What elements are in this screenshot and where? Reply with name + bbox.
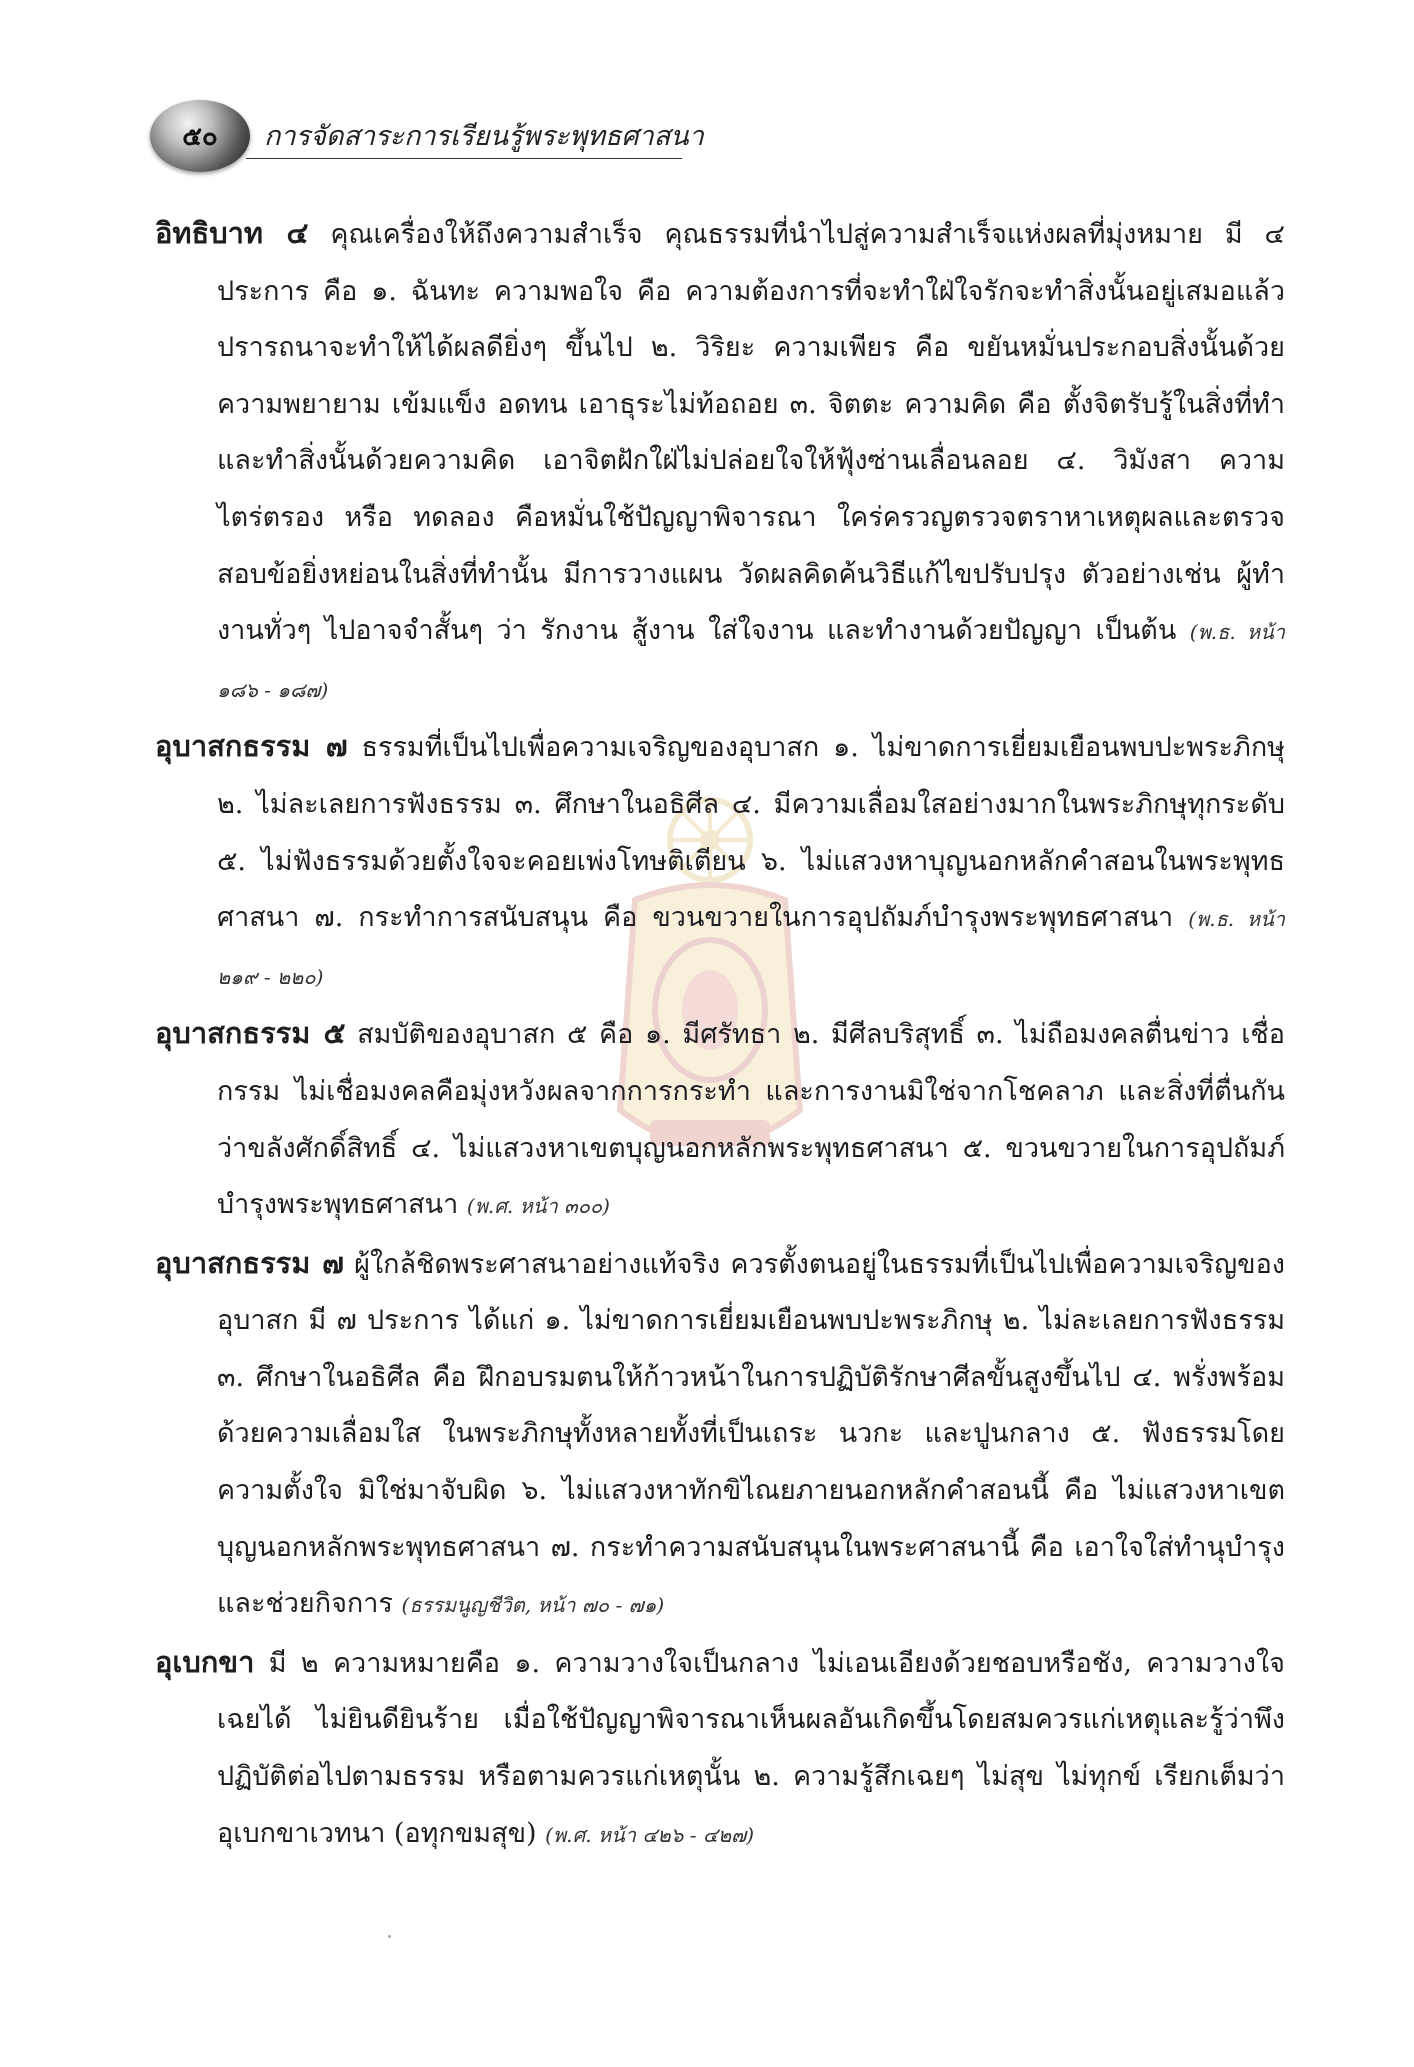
entry-body: ผู้ใกล้ชิดพระศาสนาอย่างแท้จริง ควรตั้งตนอยู่ในธรรมที่เป็นไปเพื่อความเจริญของอุบาสก มี ๗ ประการ ได้แก่ ๑. ไม่ขาดการเยี่ยมเยือนพบปะพระภิกษุ ๒. ไม่ละเลยการฟังธรรม ๓. ศึกษาในอธิศีล คือ ฝึกอบรมตนให้ก้าวหน้าในการปฏิบัติรักษาศีลขั้นสูงขึ้นไป ๔. พรั่งพร้อมด้วยความเลื่อมใส ในพระภิกษุทั้งหลายทั้งที่เป็นเถระ นวกะ และปูนกลาง ๕. ฟังธรรมโดยความตั้งใจ มิใช่มาจับผิด ๖. ไม่แสวงหาทักขิไณยภายนอกหลักคำสอนนี้ คือ ไม่แสวงหาเขตบุญนอกหลักพระพุทธศาสนา ๗. กระทำความสนับสนุนในพระศาสนานี้ คือ เอาใจใส่ทำนุบำรุงและช่วยกิจการ [217,1248,1285,1620]
entry-term: อิทธิบาท ๔ [155,216,309,250]
entry-reference: (พ.ศ. หน้า ๓๐๐) [466,1194,610,1219]
glossary-content [155,205,1285,1863]
glossary-entry-ubasakadham-7a [155,718,1285,1005]
entry-body: ธรรมที่เป็นไปเพื่อความเจริญของอุบาสก ๑. ไม่ขาดการเยี่ยมเยือนพบปะพระภิกษุ ๒. ไม่ละเลยการฟังธรรม ๓. ศึกษาในอธิศีล ๔. มีความเลื่อมใสอย่างมากในพระภิกษุทุกระดับ ๕. ไม่ฟังธรรมด้วยตั้งใจจะคอยเพ่งโทษติเตียน ๖. ไม่แสวงหาบุญนอกหลักคำสอนในพระพุทธศาสนา ๗. กระทำการสนับสนุน คือ ขวนขวายในการอุปถัมภ์บำรุงพระพุทธศาสนา [217,732,1285,934]
entry-reference: (พ.ธ. หน้า ๑๘๖ - ๑๘๗) [217,620,1285,702]
page-number-badge [150,100,250,172]
running-title: การจัดสาระการเรียนรู้พระพุทธศาสนา [264,121,704,152]
page-number: ๕๐ [182,121,218,152]
glossary-entry-ubasakadham-5 [155,1005,1285,1234]
entry-reference: (พ.ธ. หน้า ๒๑๙ - ๒๒๐) [217,907,1285,989]
entry-term: อุบาสกธรรม ๗ [155,1245,344,1280]
page-header [150,100,704,180]
entry-reference: (พ.ศ. หน้า ๔๒๖ - ๔๒๗) [545,1822,755,1847]
glossary-entry-itthibat [155,205,1285,718]
entry-term: อุบาสกธรรม ๕ [155,1016,346,1051]
entry-body: สมบัติของอุบาสก ๕ คือ ๑. มีศรัทธา ๒. มีศีลบริสุทธิ์ ๓. ไม่ถือมงคลตื่นข่าว เชื่อกรรม ไม่เชื่อมงคลคือมุ่งหวังผลจากการกระทำ และการงานมิใช่จากโชคลาภ และสิ่งที่ตื่นกันว่าขลังศักดิ์สิทธิ์ ๔. ไม่แสวงหาเขตบุญนอกหลักพระพุทธศาสนา ๕. ขวนขวายในการอุปถัมภ์บำรุงพระพุทธศาสนา [217,1019,1285,1221]
entry-term: อุเบกขา [155,1644,255,1679]
entry-term: อุบาสกธรรม ๗ [155,729,348,764]
entry-body: คุณเครื่องให้ถึงความสำเร็จ คุณธรรมที่นำไปสู่ความสำเร็จแห่งผลที่มุ่งหมาย มี ๔ ประการ คือ ๑. ฉันทะ ความพอใจ คือ ความต้องการที่จะทำใฝ่ใจรักจะทำสิ่งนั้นอยู่เสมอแล้วปรารถนาจะทำให้ได้ผลดียิ่งๆ ขึ้นไป ๒. วิริยะ ความเพียร คือ ขยันหมั่นประกอบสิ่งนั้นด้วยความพยายาม เข้มแข็ง อดทน เอาธุระไม่ท้อถอย ๓. จิตตะ ความคิด คือ ตั้งจิตรับรู้ในสิ่งที่ทำและทำสิ่งนั้นด้วยความคิด เอาจิตฝักใฝ่ไม่ปล่อยใจให้ฟุ้งซ่านเลื่อนลอย ๔. วิมังสา ความไตร่ตรอง หรือ ทดลอง คือหมั่นใช้ปัญญาพิจารณา ใคร่ครวญตรวจตราหาเหตุผลและตรวจสอบข้อยิ่งหย่อนในสิ่งที่ทำนั้น มีการวางแผน วัดผลคิดค้นวิธีแก้ไขปรับปรุง ตัวอย่างเช่น ผู้ทำงานทั่วๆ ไปอาจจำสั้นๆ ว่า รักงาน สู้งาน ใส่ใจงาน และทำงานด้วยปัญญา เป็นต้น [217,219,1285,647]
scan-speck [388,1935,391,1938]
entry-body: มี ๒ ความหมายคือ ๑. ความวางใจเป็นกลาง ไม่เอนเอียงด้วยชอบหรือชัง, ความวางใจเฉยได้ ไม่ยินดียินร้าย เมื่อใช้ปัญญาพิจารณาเห็นผลอันเกิดขึ้นโดยสมควรแก่เหตุและรู้ว่าพึงปฏิบัติต่อไปตามธรรม หรือตามควรแก่เหตุนั้น ๒. ความรู้สึกเฉยๆ ไม่สุข ไม่ทุกข์ เรียกเต็มว่าอุเบกขาเวทนา (อทุกขมสุข) [217,1647,1285,1849]
entry-reference: (ธรรมนูญชีวิต, หน้า ๗๐ - ๗๑) [401,1593,665,1618]
glossary-entry-ubasakadham-7b [155,1235,1285,1634]
header-underline [246,158,682,159]
glossary-entry-ubekkha [155,1634,1285,1863]
